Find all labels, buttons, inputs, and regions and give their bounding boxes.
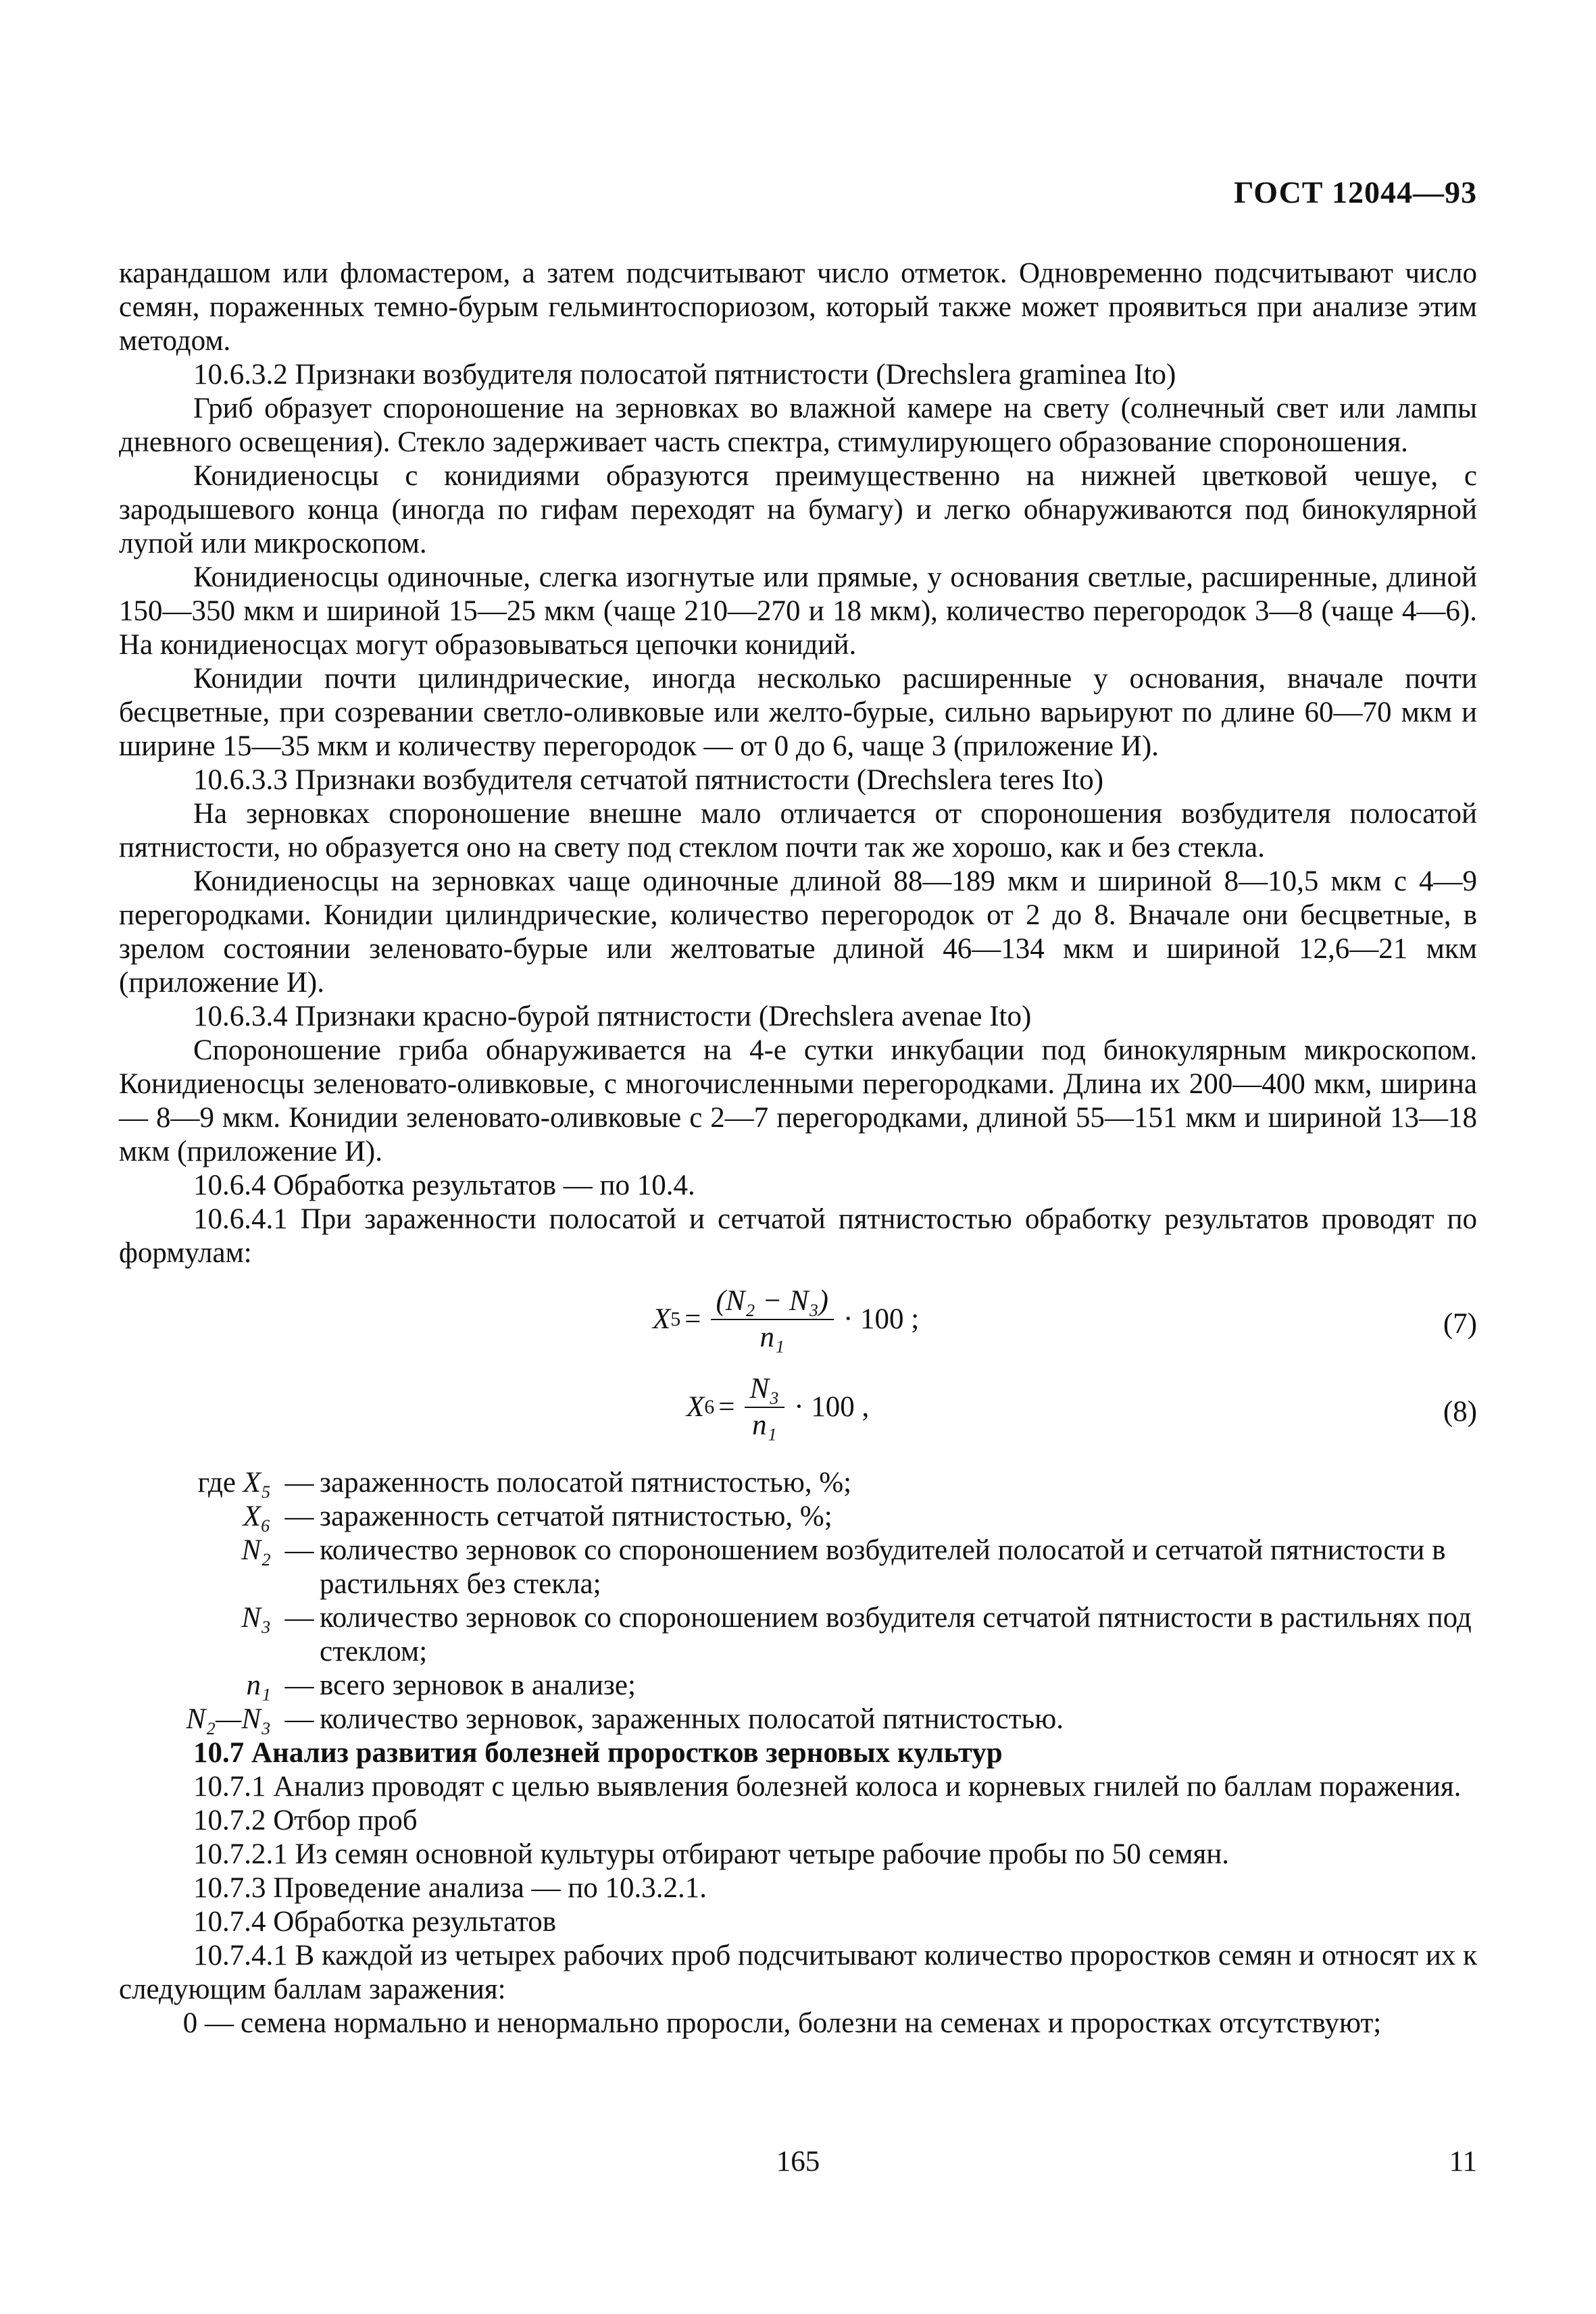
where-description: количество зерновок со спороношением возбудителей полосатой и сетчатой пятнистости в растильнях без стекла; <box>320 1534 1446 1600</box>
where-description: количество зерновок, зараженных полосатой пятнистостью. <box>320 1703 1064 1735</box>
paragraph: 10.7.2 Отбор проб <box>193 1805 418 1836</box>
subsection-title: 10.6.3.4 Признаки красно-бурой пятнистости (Drechslera avenae Ito) <box>193 1001 1032 1032</box>
where-symbol: N₂—N₃ <box>186 1703 271 1735</box>
subsection-title: 10.6.3.3 Признаки возбудителя сетчатой пятнистости (Drechslera teres Ito) <box>193 764 1104 796</box>
where-row <box>119 1534 1477 1601</box>
formula-7-lhs-sub: 5 <box>670 1308 681 1330</box>
formula-8-lhs-sub: 6 <box>704 1396 715 1418</box>
score-description: семена нормально и ненормально проросли, болезни на семенах и проростках отсутствуют; <box>241 2007 1382 2039</box>
where-description: всего зерновок в анализе; <box>320 1669 636 1701</box>
where-dash: — <box>284 1602 314 1634</box>
formula-8-lhs: X <box>687 1391 705 1423</box>
where-block <box>119 1466 1477 1736</box>
page-number-center: 165 <box>776 2146 820 2178</box>
where-dash: — <box>284 1669 314 1701</box>
paragraph: На зерновках спороношение внешне мало отличается от спороношения возбудителя полосатой пятнистости, но образуется оно на свету под стеклом почти так же хорошо, как и без стекла. <box>119 798 1477 863</box>
paragraph: 10.7.4.1 В каждой из четырех рабочих проб подсчитывают количество проростков семян и относят их к следующим баллам заражения: <box>119 1940 1477 2005</box>
formula-7-numerator: (N₂ − N₃) <box>711 1284 834 1320</box>
formula-8-fraction <box>745 1372 785 1443</box>
paragraph: 10.7.3 Проведение анализа — по 10.3.2.1. <box>193 1872 707 1904</box>
where-row <box>119 1466 1477 1500</box>
formula-8-denominator: n₁ <box>752 1409 777 1441</box>
formula-7-number: (7) <box>1443 1308 1477 1340</box>
where-row <box>119 1500 1477 1534</box>
document-header: ГОСТ 12044—93 <box>1234 175 1477 209</box>
paragraph: Конидии почти цилиндрические, иногда несколько расширенные у основания, вначале почти бесцветные, при созревании светло-оливковые или желто-бурые, сильно варьируют по длине 60—70 мкм и ширине 15—35 мкм и количеству перегородок — от 0 до 6, чаще 3 (приложение И). <box>119 663 1477 762</box>
where-dash: — <box>284 1501 314 1532</box>
formula-7-fraction <box>711 1284 834 1355</box>
where-symbol: X₆ <box>243 1501 271 1532</box>
paragraph: Гриб образует спороношение на зерновках во влажной камере на свету (солнечный свет или лампы дневного освещения). Стекло задерживает часть спектра, стимулирующего образование спороношения. <box>119 393 1477 458</box>
where-prefix: где <box>197 1467 236 1499</box>
where-symbol: N₃ <box>241 1602 271 1634</box>
subsection-title: 10.6.3.2 Признаки возбудителя полосатой пятнистости (Drechslera graminea Ito) <box>193 359 1176 391</box>
where-description: зараженность полосатой пятнистостью, %; <box>320 1467 852 1499</box>
formula-7 <box>119 1270 1477 1372</box>
formula-7-tail: · 100 ; <box>843 1303 920 1335</box>
where-row <box>119 1703 1477 1736</box>
where-row <box>119 1669 1477 1703</box>
page-number-right: 11 <box>1449 2146 1477 2178</box>
where-dash: — <box>284 1703 314 1735</box>
paragraph: 10.7.2.1 Из семян основной культуры отбирают четыре рабочие пробы по 50 семян. <box>193 1838 1230 1870</box>
paragraph: 10.6.4.1 При зараженности полосатой и сетчатой пятнистостью обработку результатов проводят по формулам: <box>119 1203 1477 1269</box>
paragraph: 10.6.4 Обработка результатов — по 10.4. <box>193 1169 695 1201</box>
paragraph: Конидиеносцы на зерновках чаще одиночные длиной 88—189 мкм и шириной 8—10,5 мкм с 4—9 перегородками. Конидии цилиндрические, количество перегородок от 2 до 8. Вначале они бесцветные, в зрелом состоянии зеленовато-бурые или желтоватые длиной 46—134 мкм и шириной 12,6—21 мкм (приложение И). <box>119 865 1477 999</box>
formula-8 <box>119 1372 1477 1466</box>
formula-7-denominator: n₁ <box>759 1322 784 1353</box>
paragraph: Конидиеносцы одиночные, слегка изогнутые или прямые, у основания светлые, расширенные, длиной 150—350 мкм и шириной 15—25 мкм (чаще 210—270 и 18 мкм), количество перегородок 3—8 (чаще 4—6). На конидиеносцах могут образовываться цепочки конидий. <box>119 561 1477 661</box>
where-row <box>119 1601 1477 1669</box>
where-symbol: X₅ <box>243 1467 271 1499</box>
where-symbol: n₁ <box>246 1669 271 1701</box>
paragraph: 10.7.1 Анализ проводят с целью выявления болезней колоса и корневых гнилей по баллам поражения. <box>193 1771 1462 1803</box>
paragraph: 10.7.4 Обработка результатов <box>193 1906 556 1938</box>
where-dash: — <box>284 1534 314 1566</box>
document-body <box>119 257 1477 2040</box>
document-page <box>119 0 1477 2314</box>
formula-7-lhs: X <box>653 1303 671 1335</box>
paragraph: Конидиеносцы с конидиями образуются преимущественно на нижней цветковой чешуе, с зародышевого конца (иногда по гифам переходят на бумагу) и легко обнаруживаются под бинокулярной лупой или микроскопом. <box>119 460 1477 559</box>
where-symbol: N₂ <box>241 1534 271 1566</box>
section-heading: 10.7 Анализ развития болезней проростков зерновых культур <box>193 1737 1003 1769</box>
equals-sign: = <box>684 1303 701 1335</box>
where-dash: — <box>284 1467 314 1499</box>
where-description: зараженность сетчатой пятнистостью, %; <box>320 1501 832 1532</box>
formula-8-number: (8) <box>1443 1396 1477 1428</box>
score-list-item <box>119 2007 1477 2040</box>
paragraph: Спороношение гриба обнаруживается на 4-е сутки инкубации под бинокулярным микроскопом. Конидиеносцы зеленовато-оливковые, с многочисленными перегородками. Длина их 200—400 мкм, ширина — 8—9 мкм. Конидии зеленовато-оливковые с 2—7 перегородками, длиной 55—151 мкм и шириной 13—18 мкм (приложение И). <box>119 1034 1477 1167</box>
score-label: 0 — <box>182 2007 234 2039</box>
formula-8-numerator: N₃ <box>745 1372 785 1408</box>
equals-sign: = <box>718 1391 735 1423</box>
paragraph: карандашом или фломастером, а затем подсчитывают число отметок. Одновременно подсчитывают число семян, пораженных темно-бурым гельминтоспориозом, который также может проявиться при анализе этим методом. <box>119 257 1477 357</box>
where-description: количество зерновок со спороношением возбудителя сетчатой пятнистости в растильнях под стеклом; <box>320 1602 1472 1667</box>
formula-8-tail: · 100 , <box>794 1391 870 1423</box>
